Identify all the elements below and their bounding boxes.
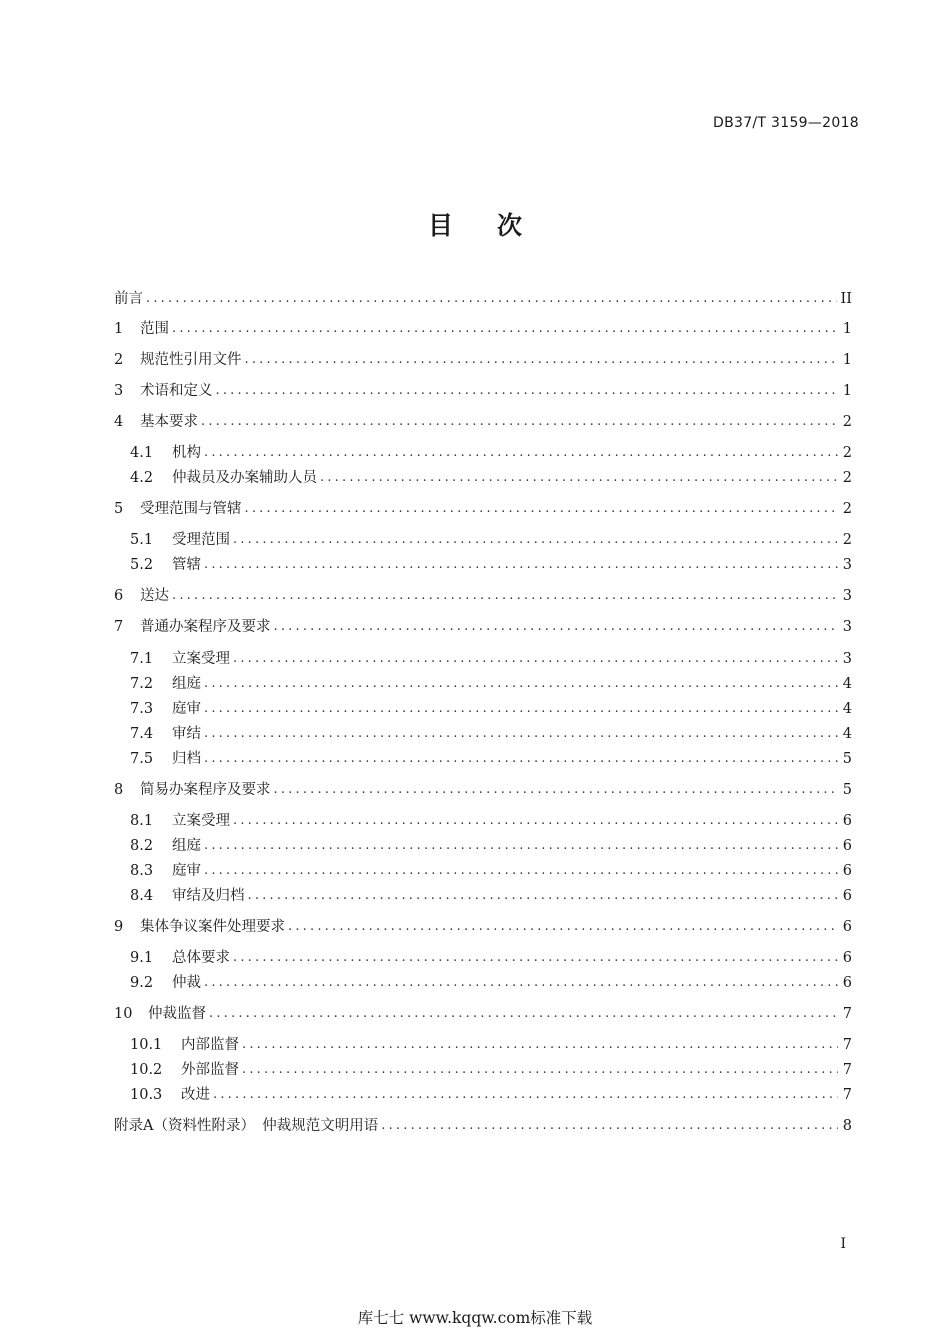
toc-entry-label: 前言 (114, 291, 143, 307)
toc-entry-label: 受理范围与管辖 (140, 501, 242, 517)
toc-entry-label: 仲裁 (172, 975, 201, 991)
toc-entry[interactable] (130, 811, 852, 831)
toc-entry[interactable] (130, 724, 852, 744)
toc-entry[interactable] (114, 780, 852, 800)
toc-entry-number: 5 (114, 501, 124, 517)
toc-entry-page: 3 (842, 588, 852, 604)
toc-entry[interactable] (130, 443, 852, 463)
toc-entry-label: 管辖 (172, 557, 201, 573)
toc-leader-dots (245, 350, 839, 370)
toc-entry[interactable] (130, 699, 852, 719)
toc-entry-number: 5.1 (130, 532, 154, 548)
toc-entry[interactable] (130, 649, 852, 669)
toc-leader-dots (204, 699, 838, 719)
toc-entry-page: 1 (842, 352, 852, 368)
toc-entry[interactable] (130, 1035, 852, 1055)
toc-entry-number: 8.2 (130, 838, 154, 854)
toc-entry-number: 4.2 (130, 470, 154, 486)
toc-entry-page: 6 (842, 975, 852, 991)
toc-entry-label: 集体争议案件处理要求 (140, 919, 285, 935)
toc-leader-dots (233, 649, 838, 669)
toc-entry-page: 4 (842, 726, 852, 742)
toc-leader-dots (288, 917, 838, 937)
toc-entry[interactable] (114, 289, 852, 309)
toc-entry-page: 3 (842, 651, 852, 667)
toc-leader-dots (274, 617, 839, 637)
toc-entry-number: 2 (114, 352, 124, 368)
toc-entry-number: 4.1 (130, 445, 154, 461)
toc-entry-number: 7.1 (130, 651, 154, 667)
toc-entry-label: 受理范围 (172, 532, 230, 548)
toc-leader-dots (172, 319, 838, 339)
toc-leader-dots (204, 443, 838, 463)
toc-entry-label: 庭审 (172, 701, 201, 717)
toc-entry-label: 简易办案程序及要求 (140, 782, 271, 798)
toc-leader-dots (172, 586, 838, 606)
toc-entry-page: 2 (842, 414, 852, 430)
toc-entry-page: 6 (842, 863, 852, 879)
toc-leader-dots (204, 973, 838, 993)
page-number: I (840, 1236, 846, 1252)
standard-code: DB37/T 3159—2018 (713, 115, 859, 131)
toc-leader-dots (204, 555, 838, 575)
toc-entry-label: 总体要求 (172, 950, 230, 966)
toc-entry-label: 附录A（资料性附录） 仲裁规范文明用语 (114, 1118, 379, 1134)
toc-entry-number: 6 (114, 588, 124, 604)
toc-entry[interactable] (114, 350, 852, 370)
toc-entry-number: 10.2 (130, 1062, 163, 1078)
toc-leader-dots (204, 861, 838, 881)
toc-leader-dots (381, 1116, 838, 1136)
toc-entry-number: 7.3 (130, 701, 154, 717)
toc-leader-dots (209, 1004, 838, 1024)
toc-entry-page: 3 (842, 557, 852, 573)
toc-entry-label: 审结 (172, 726, 201, 742)
toc-entry-label: 范围 (140, 321, 169, 337)
toc-entry[interactable] (130, 530, 852, 550)
toc-entry-label: 立案受理 (172, 813, 230, 829)
toc-leader-dots (204, 836, 838, 856)
toc-entry-number: 8.1 (130, 813, 154, 829)
toc-entry-label: 组庭 (172, 676, 201, 692)
toc-entry-page: 7 (842, 1037, 852, 1053)
toc-leader-dots (242, 1035, 838, 1055)
toc-entry[interactable] (130, 948, 852, 968)
toc-entry-page: 1 (842, 321, 852, 337)
page-title: 目次 (427, 211, 566, 240)
toc-leader-dots (274, 780, 839, 800)
toc-entry-label: 审结及归档 (172, 888, 245, 904)
toc-entry-page: 6 (842, 950, 852, 966)
toc-entry-number: 10 (114, 1006, 133, 1022)
toc-entry-label: 普通办案程序及要求 (140, 619, 271, 635)
toc-entry[interactable] (130, 886, 852, 906)
toc-leader-dots (204, 674, 838, 694)
toc-entry-number: 10.3 (130, 1087, 163, 1103)
toc-leader-dots (233, 948, 838, 968)
toc-leader-dots (204, 749, 838, 769)
toc-entry[interactable] (114, 586, 852, 606)
toc-leader-dots (201, 412, 838, 432)
footer-watermark-text: 库七七 www.kqqw.com标准下载 (357, 1309, 593, 1327)
toc-leader-dots (213, 1085, 838, 1105)
toc-entry-page: 4 (842, 676, 852, 692)
toc-leader-dots (233, 811, 838, 831)
toc-leader-dots (245, 499, 839, 519)
toc-entry[interactable] (114, 917, 852, 937)
toc-entry[interactable] (114, 1116, 852, 1136)
toc-entry-page: 7 (842, 1062, 852, 1078)
toc-leader-dots (146, 289, 837, 309)
toc-entry[interactable] (130, 749, 852, 769)
toc-entry-label: 立案受理 (172, 651, 230, 667)
toc-entry-label: 内部监督 (181, 1037, 239, 1053)
toc-entry-label: 规范性引用文件 (140, 352, 242, 368)
toc-entry-page: 6 (842, 919, 852, 935)
toc-entry[interactable] (130, 836, 852, 856)
toc-entry-page: 5 (842, 751, 852, 767)
toc-entry[interactable] (114, 499, 852, 519)
toc-entry-page: 6 (842, 888, 852, 904)
toc-entry[interactable] (130, 861, 852, 881)
toc-entry[interactable] (114, 319, 852, 339)
toc-entry[interactable] (114, 381, 852, 401)
toc-entry[interactable] (130, 555, 852, 575)
toc-entry[interactable] (130, 973, 852, 993)
toc-entry-number: 3 (114, 383, 124, 399)
toc-entry-number: 9 (114, 919, 124, 935)
toc-entry-number: 8.3 (130, 863, 154, 879)
toc-entry-number: 8 (114, 782, 124, 798)
toc-entry-number: 4 (114, 414, 124, 430)
toc-leader-dots (320, 468, 838, 488)
toc-entry-number: 7.4 (130, 726, 154, 742)
toc-entry-label: 基本要求 (140, 414, 198, 430)
toc-entry-page: 2 (842, 501, 852, 517)
toc-entry-label: 庭审 (172, 863, 201, 879)
toc-entry-label: 术语和定义 (140, 383, 213, 399)
toc-leader-dots (216, 381, 839, 401)
toc-entry-page: 4 (842, 701, 852, 717)
toc-entry[interactable] (114, 1004, 852, 1024)
toc-entry-number: 7 (114, 619, 124, 635)
toc-entry[interactable] (130, 1060, 852, 1080)
toc-leader-dots (233, 530, 838, 550)
toc-entry[interactable] (114, 412, 852, 432)
toc-entry-number: 7.5 (130, 751, 154, 767)
toc-entry-number: 1 (114, 321, 124, 337)
toc-entry-label: 仲裁员及办案辅助人员 (172, 470, 317, 486)
toc-leader-dots (204, 724, 838, 744)
toc-entry-label: 机构 (172, 445, 201, 461)
toc-entry-label: 归档 (172, 751, 201, 767)
toc-entry[interactable] (130, 1085, 852, 1105)
toc-entry-page: 7 (842, 1087, 852, 1103)
toc-entry-page: 1 (842, 383, 852, 399)
toc-entry-page: 5 (842, 782, 852, 798)
toc-entry-number: 9.1 (130, 950, 154, 966)
toc-entry-label: 送达 (140, 588, 169, 604)
toc-entry-page: 2 (842, 470, 852, 486)
toc-entry-page: 2 (842, 532, 852, 548)
toc-entry-number: 8.4 (130, 888, 154, 904)
toc-entry-number: 5.2 (130, 557, 154, 573)
toc-entry-page: 6 (842, 813, 852, 829)
toc-entry[interactable] (114, 617, 852, 637)
toc-entry-number: 9.2 (130, 975, 154, 991)
toc-leader-dots (248, 886, 839, 906)
toc-entry-page: 3 (842, 619, 852, 635)
toc-entry-label: 外部监督 (181, 1062, 239, 1078)
toc-entry[interactable] (130, 674, 852, 694)
toc-entry-number: 10.1 (130, 1037, 163, 1053)
toc-entry-page: 8 (842, 1118, 852, 1134)
toc-entry-label: 仲裁监督 (148, 1006, 206, 1022)
toc-entry[interactable] (130, 468, 852, 488)
toc-entry-page: 7 (842, 1006, 852, 1022)
toc-entry-page: 6 (842, 838, 852, 854)
toc-entry-page: 2 (842, 445, 852, 461)
toc-entry-page: II (840, 291, 852, 307)
toc-leader-dots (242, 1060, 838, 1080)
toc-entry-number: 7.2 (130, 676, 154, 692)
toc-entry-label: 组庭 (172, 838, 201, 854)
toc-entry-label: 改进 (181, 1087, 210, 1103)
